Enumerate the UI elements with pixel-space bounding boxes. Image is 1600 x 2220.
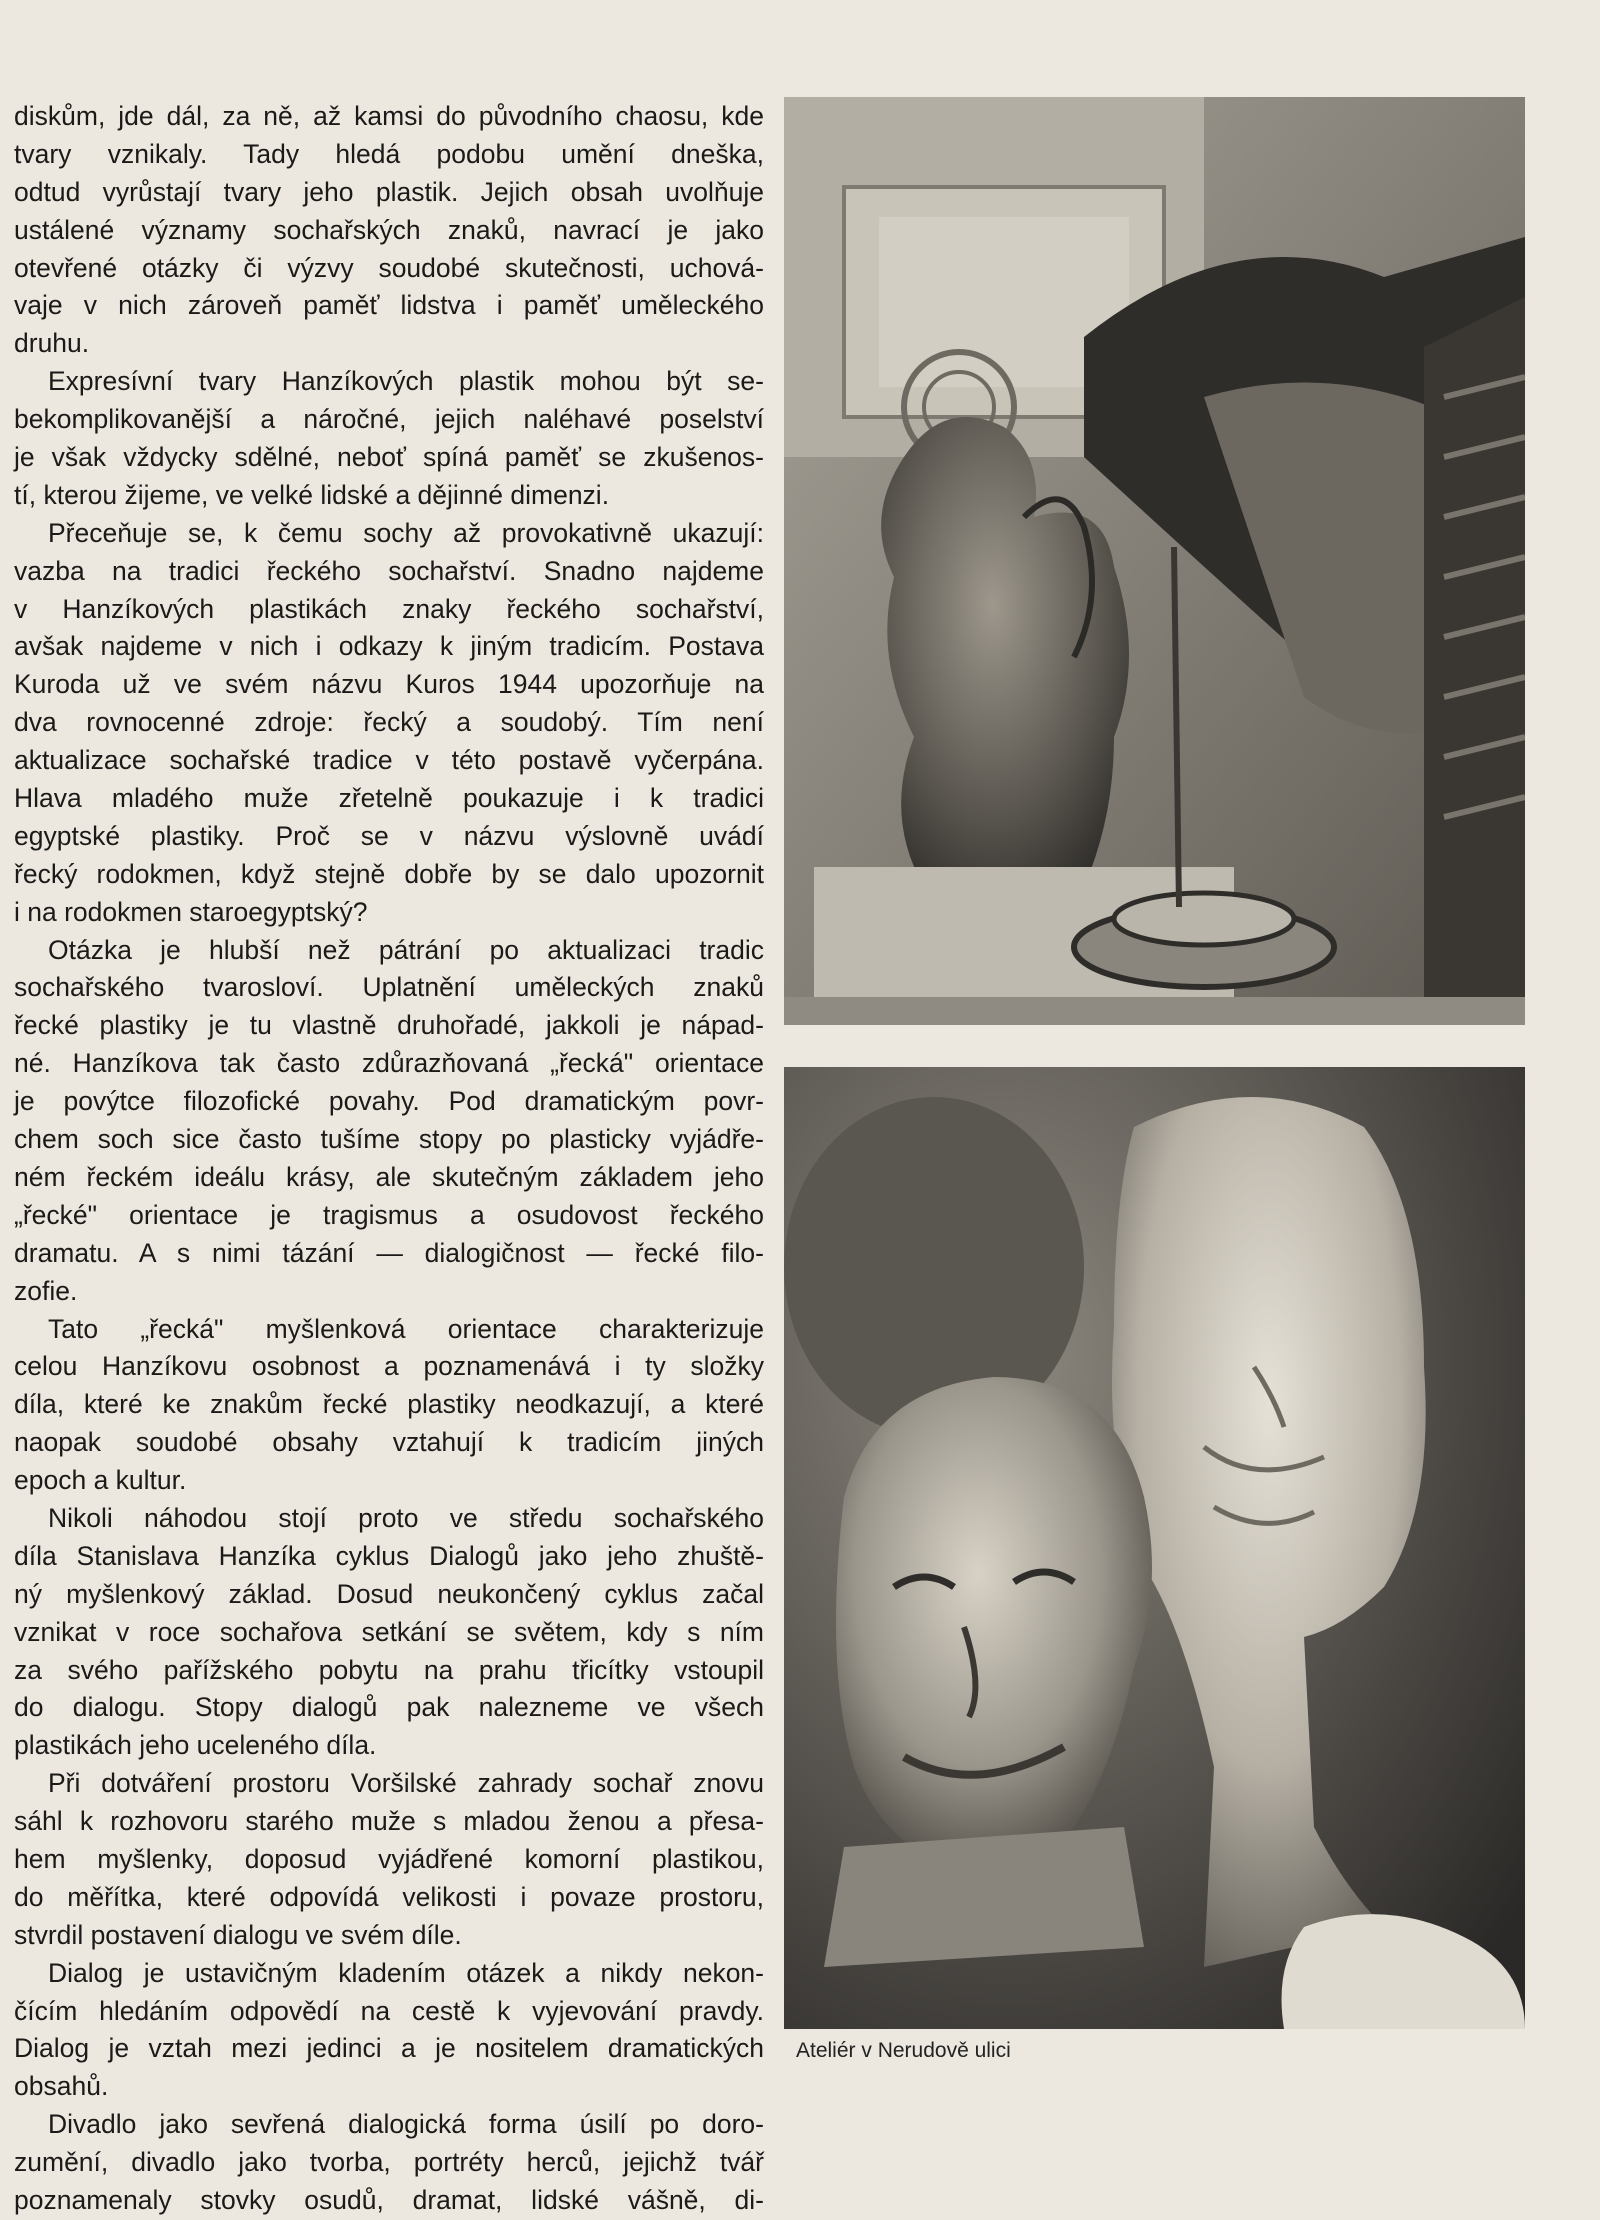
photo-caption: Ateliér v Nerudově ulici <box>796 2039 1011 2062</box>
text-line: celou Hanzíkovu osobnost a poznamenává i ty složky <box>14 1351 764 1382</box>
studio-sculpture-photo <box>784 97 1525 1025</box>
text-line: Nikoli náhodou stojí proto ve středu sochařského <box>48 1502 764 1533</box>
text-line: Tato „řecká" myšlenková orientace charakterizuje <box>48 1313 764 1344</box>
text-line: obsahů. <box>14 2071 109 2102</box>
clay-heads-photo <box>784 1067 1525 2029</box>
text-line: ném řeckém ideálu krásy, ale skutečným základem jeho <box>14 1161 764 1192</box>
text-line: tí, kterou žijeme, ve velké lidské a dějinné dimenzi. <box>14 479 610 510</box>
text-line: chem soch sice často tušíme stopy po plasticky vyjádře- <box>14 1124 764 1155</box>
text-line: Otázka je hlubší než pátrání po aktualizaci tradic <box>48 934 764 965</box>
text-line: poznamenaly stovky osudů, dramat, lidské vášně, di- <box>14 2184 764 2215</box>
text-line: tvary vznikaly. Tady hledá podobu umění dneška, <box>14 138 764 169</box>
text-line: stvrdil postavení dialogu ve svém díle. <box>14 1919 462 1950</box>
text-line: do měřítka, které odpovídá velikosti i povaze prostoru, <box>14 1881 764 1912</box>
text-line: je však vždycky sdělné, neboť spíná paměť se zkušenos- <box>14 442 764 473</box>
text-line: Kuroda už ve svém názvu Kuros 1944 upozorňuje na <box>14 669 764 700</box>
text-line: epoch a kultur. <box>14 1465 187 1496</box>
text-line: i na rodokmen staroegyptský? <box>14 896 368 927</box>
text-line: díla Stanislava Hanzíka cyklus Dialogů jako jeho zhuště- <box>14 1540 764 1571</box>
text-line: Expresívní tvary Hanzíkových plastik mohou být se- <box>48 366 764 397</box>
text-line: Dialog je ustavičným kladením otázek a nikdy nekon- <box>48 1957 764 1988</box>
text-line: čícím hledáním odpovědí na cestě k vyjevování pravdy. <box>14 1995 764 2026</box>
text-line: Hlava mladého muže zřetelně poukazuje i k tradici <box>14 783 764 814</box>
text-line: sáhl k rozhovoru starého muže s mladou ženou a přesa- <box>14 1806 764 1837</box>
text-line: vznikat v roce sochařova setkání se světem, kdy s ním <box>14 1616 764 1647</box>
studio-sculpture-illustration <box>784 97 1525 1025</box>
text-line: do dialogu. Stopy dialogů pak nalezneme ve všech <box>14 1692 764 1723</box>
text-line: za svého pařížského pobytu na prahu třicítky vstoupil <box>14 1654 764 1685</box>
text-line: sochařského tvarosloví. Uplatnění uměleckých znaků <box>14 972 764 1003</box>
text-line: zumění, divadlo jako tvorba, portréty herců, jejichž tvář <box>14 2147 764 2178</box>
text-line: „řecké" orientace je tragismus a osudovost řeckého <box>14 1199 764 1230</box>
text-line: Divadlo jako sevřená dialogická forma úsilí po doro- <box>48 2109 764 2140</box>
text-line: odtud vyrůstají tvary jeho plastik. Jejich obsah uvolňuje <box>14 176 764 207</box>
text-line: né. Hanzíkova tak často zdůrazňovaná „řecká" orientace <box>14 1048 764 1079</box>
text-line: egyptské plastiky. Proč se v názvu výslovně uvádí <box>14 820 764 851</box>
text-line: zofie. <box>14 1275 78 1306</box>
text-line: Přeceňuje se, k čemu sochy až provokativně ukazují: <box>48 517 764 548</box>
text-line: řecké plastiky je tu vlastně druhořadé, jakkoli je nápad- <box>14 1010 764 1041</box>
text-line: diskům, jde dál, za ně, až kamsi do původního chaosu, kde <box>14 101 764 131</box>
text-line: vaje v nich zároveň paměť lidstva i paměť uměleckého <box>14 290 764 321</box>
text-line: řecký rodokmen, když stejně dobře by se dalo upozornit <box>14 858 764 889</box>
clay-heads-illustration <box>784 1067 1525 2029</box>
text-line: hem myšlenky, doposud vyjádřené komorní plastikou, <box>14 1843 764 1874</box>
text-line: dramatu. A s nimi tázání — dialogičnost — řecké filo- <box>14 1237 764 1268</box>
text-line: avšak najdeme v nich i odkazy k jiným tradicím. Postava <box>14 631 764 662</box>
text-line: je povýtce filozofické povahy. Pod dramatickým povr- <box>14 1086 764 1117</box>
text-line: bekomplikovanější a náročné, jejich naléhavé poselství <box>14 404 764 435</box>
text-line: ný myšlenkový základ. Dosud neukončený cyklus začal <box>14 1578 764 1609</box>
text-line: Při dotváření prostoru Voršilské zahrady sochař znovu <box>48 1768 764 1799</box>
text-line: druhu. <box>14 328 90 359</box>
text-line: aktualizace sochařské tradice v této postavě vyčerpána. <box>14 745 764 776</box>
text-line: naopak soudobé obsahy vztahují k tradicím jiných <box>14 1427 764 1458</box>
text-line: dva rovnocenné zdroje: řecký a soudobý. Tím není <box>14 707 764 738</box>
text-line: v Hanzíkových plastikách znaky řeckého sochařství, <box>14 593 764 624</box>
text-line: plastikách jeho uceleného díla. <box>14 1730 377 1761</box>
text-line: vazba na tradici řeckého sochařství. Snadno najdeme <box>14 555 764 586</box>
text-line: otevřené otázky či výzvy soudobé skutečnosti, uchová- <box>14 252 764 283</box>
text-line: díla, které ke znakům řecké plastiky neodkazují, a které <box>14 1389 764 1420</box>
text-line: ustálené významy sochařských znaků, navrací je jako <box>14 214 764 245</box>
article-text <box>14 98 764 2220</box>
text-line: Dialog je vztah mezi jedinci a je nositelem dramatických <box>14 2033 764 2064</box>
